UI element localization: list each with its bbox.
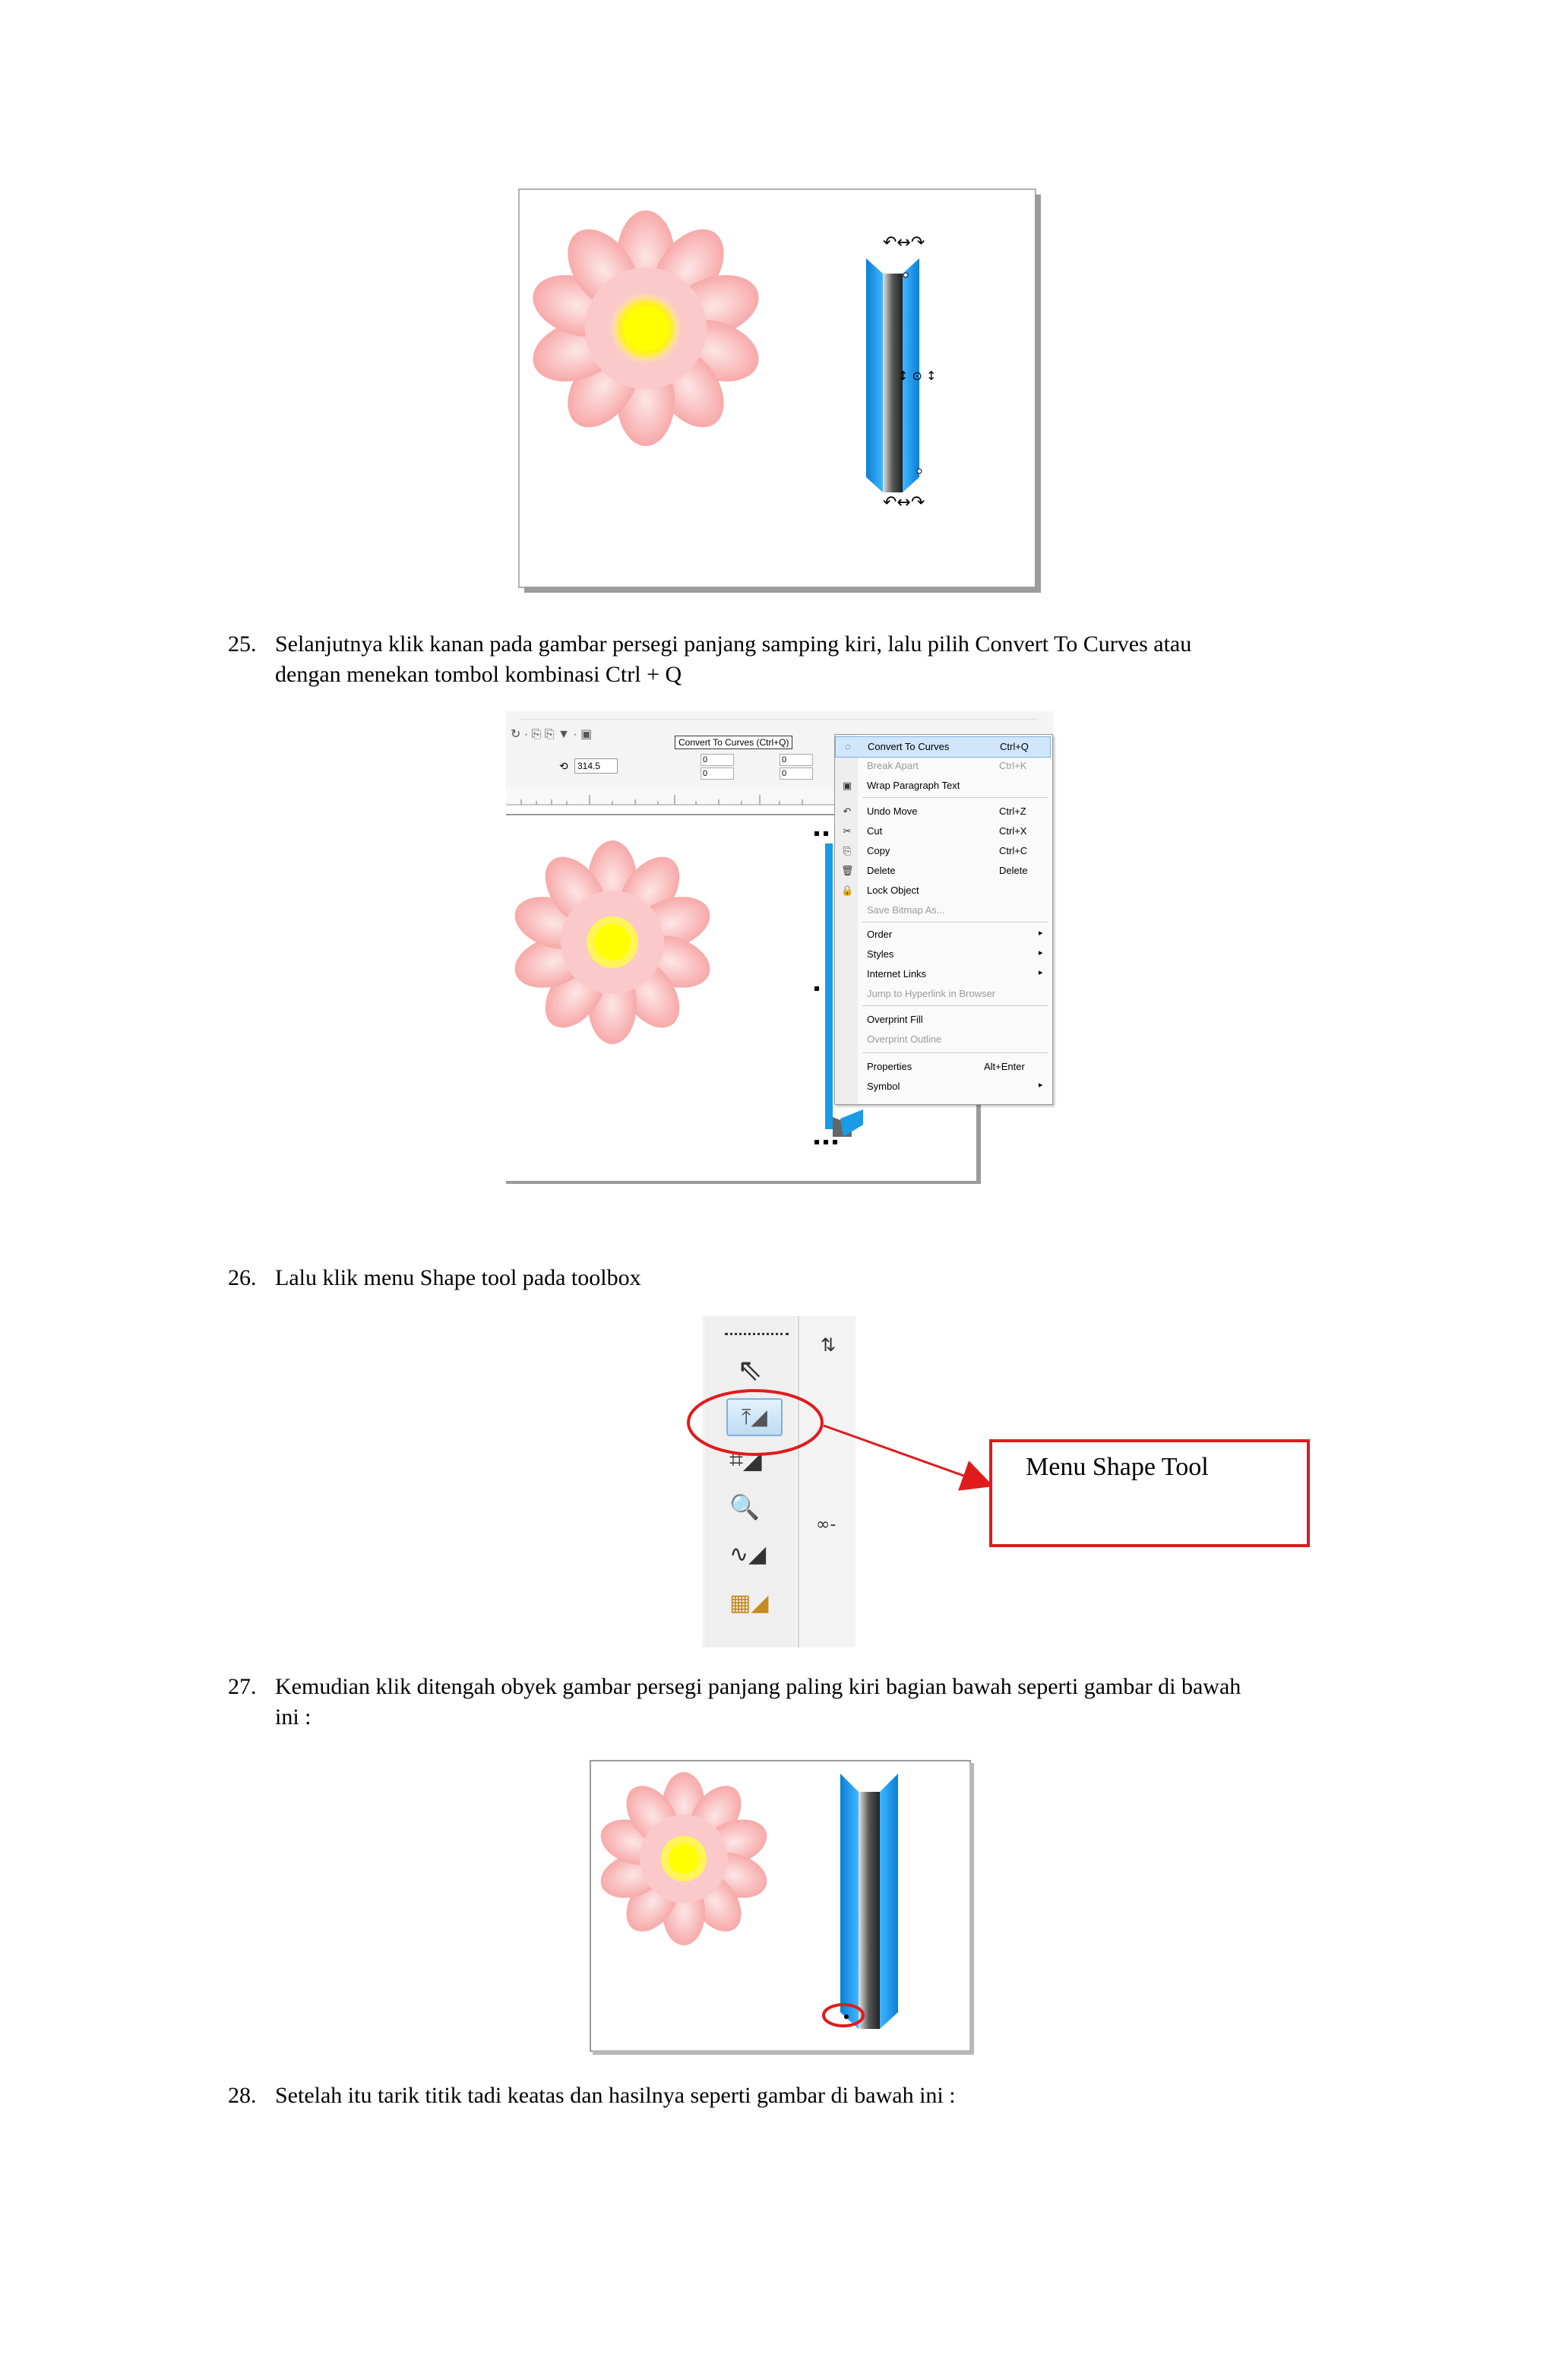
copy-icon: ⎘: [843, 845, 852, 856]
menu-item-jump-hyperlink[interactable]: Jump to Hyperlink in Browser: [867, 988, 996, 999]
angle-input[interactable]: 314.5: [574, 758, 618, 774]
wrap-text-icon: ▣: [842, 780, 852, 791]
menu-item-order[interactable]: Order ▸: [867, 929, 1043, 940]
toolbar-icons: ↻ · ⎘ ⎘ ▼ · ▣: [511, 728, 593, 741]
menu-item-copy[interactable]: ⎘ Copy Ctrl+C: [835, 841, 1051, 861]
menu-item-properties[interactable]: Properties Alt+Enter: [867, 1061, 1025, 1072]
menu-item-wrap-paragraph-text[interactable]: ▣ Wrap Paragraph Text: [842, 780, 960, 791]
submenu-arrow-icon: ▸: [1039, 929, 1043, 938]
step-27: [228, 1672, 1368, 1733]
undo-icon: ↶: [843, 805, 852, 817]
property-bar-icon: ⇅: [821, 1334, 837, 1356]
step-text-line-1: Selanjutnya klik kanan pada gambar persegi panjang samping kiri, lalu pilih Convert To Curves atau: [275, 631, 1192, 657]
submenu-arrow-icon: ▸: [1039, 1081, 1043, 1090]
angle-icon: ⟲: [559, 760, 568, 772]
step-28: [228, 2081, 1368, 2111]
svg-text:↶↔↷: ↶↔↷: [883, 493, 925, 512]
step-26: [228, 1263, 1368, 1293]
context-menu: [834, 734, 1053, 1105]
nudge-y-input[interactable]: 0: [780, 767, 813, 780]
menu-separator: [862, 1005, 1048, 1006]
menu-item-convert-to-curves[interactable]: ◌ Convert To Curves Ctrl+Q: [835, 736, 1051, 758]
offset-y-input[interactable]: 0: [701, 767, 734, 780]
figure-4-canvas: [590, 1760, 976, 2056]
step-text-line-2: ini :: [275, 1704, 312, 1730]
callout-arrow: [824, 1426, 989, 1485]
tooltip: Convert To Curves (Ctrl+Q): [675, 736, 792, 749]
menu-item-internet-links[interactable]: Internet Links ▸: [867, 968, 1043, 980]
menu-item-break-apart[interactable]: Break Apart Ctrl+K: [867, 760, 1027, 771]
step-text-line-1: Lalu klik menu Shape tool pada toolbox: [275, 1265, 641, 1290]
offset-x-input[interactable]: 0: [701, 754, 734, 766]
submenu-arrow-icon: ▸: [1039, 948, 1043, 957]
menu-item-cut[interactable]: ✂ Cut Ctrl+X: [835, 821, 1051, 841]
step-number: 27.: [228, 1674, 257, 1699]
callout-label: Menu Shape Tool: [1026, 1453, 1209, 1481]
callout-box: [989, 1439, 1310, 1547]
menubar: [521, 711, 1038, 720]
nudge-x-input[interactable]: 0: [780, 754, 813, 766]
step-number: 26.: [228, 1265, 257, 1290]
menu-separator: [862, 922, 1048, 923]
trash-icon: 🗑: [841, 865, 854, 876]
menu-item-overprint-fill[interactable]: Overprint Fill: [867, 1014, 923, 1025]
step-number: 25.: [228, 631, 257, 657]
scissors-icon: ✂: [843, 825, 852, 837]
menu-item-delete[interactable]: 🗑 Delete Delete: [841, 865, 1028, 876]
crop-tool-icon[interactable]: ⌗◢: [729, 1445, 762, 1474]
step-number: 28.: [228, 2083, 257, 2108]
flower-shape-2: [508, 840, 717, 1044]
freehand-tool-icon[interactable]: ∿◢: [729, 1541, 767, 1568]
toolbox-grip: [725, 1333, 789, 1335]
lock-icon: 🔒: [841, 885, 854, 896]
menu-item-overprint-outline[interactable]: Overprint Outline: [867, 1033, 942, 1045]
menu-item-symbol[interactable]: Symbol ▸: [867, 1081, 1043, 1092]
menu-item-undo-move[interactable]: ↶ Undo Move Ctrl+Z: [835, 802, 1051, 821]
rectangles-shape-3: [840, 1774, 898, 2029]
menu-item-styles[interactable]: Styles ▸: [867, 948, 1043, 960]
svg-text:↕ ⊙ ↕: ↕ ⊙ ↕: [898, 369, 937, 383]
menu-item-save-bitmap[interactable]: Save Bitmap As...: [867, 904, 945, 916]
figure-2-screenshot: [506, 711, 1053, 1233]
step-25: [228, 629, 1368, 690]
highlight-ellipse: [688, 1391, 822, 1454]
svg-text:↶↔↷: ↶↔↷: [883, 233, 925, 252]
menu-item-lock-object[interactable]: 🔒 Lock Object: [841, 885, 919, 896]
smart-fill-tool-icon[interactable]: ▦◢: [729, 1590, 769, 1616]
convert-curves-icon: ◌: [845, 741, 851, 752]
step-text-line-2: dengan menekan tombol kombinasi Ctrl + Q: [275, 662, 682, 687]
zoom-tool-icon[interactable]: 🔍: [729, 1492, 760, 1521]
pick-tool-icon[interactable]: ⇖: [737, 1353, 763, 1388]
figure-4-illustration: [590, 1760, 976, 2056]
shape-tool-icon[interactable]: ⤒◢: [726, 1398, 783, 1436]
menu-separator: [862, 1052, 1048, 1053]
figure-1-canvas: [518, 188, 1042, 594]
figure-1-illustration: [518, 188, 1042, 594]
submenu-arrow-icon: ▸: [1039, 968, 1043, 977]
step-text-line-1: Kemudian klik ditengah obyek gambar persegi panjang paling kiri bagian bawah seperti gambar di bawah: [275, 1674, 1241, 1699]
menu-separator: [862, 797, 1048, 798]
link-icon: ∞-: [816, 1515, 837, 1534]
step-text-line-1: Setelah itu tarik titik tadi keatas dan hasilnya seperti gambar di bawah ini :: [275, 2083, 956, 2108]
